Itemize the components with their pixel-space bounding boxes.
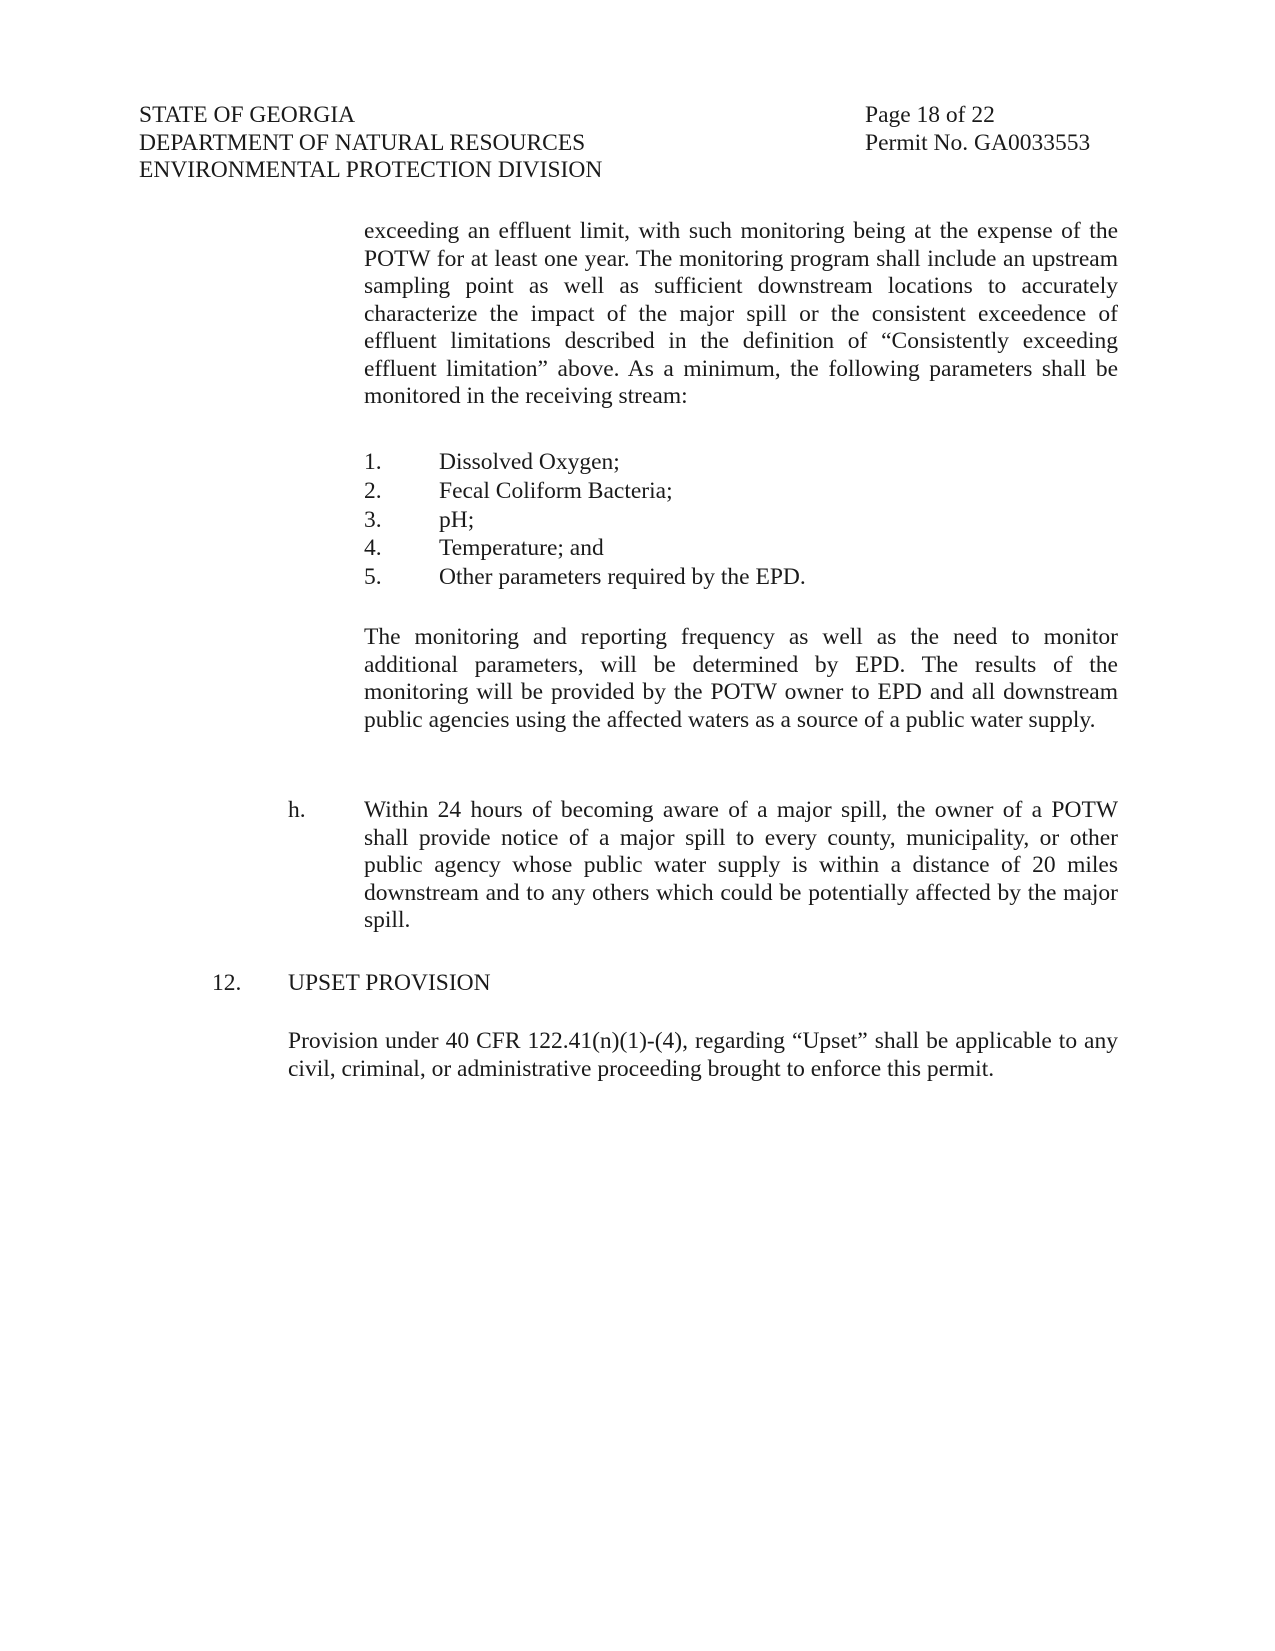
list-item-text: Temperature; and (439, 535, 604, 562)
page-info-header (865, 102, 1165, 157)
list-item-text: Dissolved Oxygen; (439, 449, 620, 475)
list-item (364, 478, 1118, 507)
agency-line-state: STATE OF GEORGIA (139, 102, 356, 128)
parameter-list (364, 449, 1118, 593)
section-title: UPSET PROVISION (288, 970, 491, 996)
agency-header (139, 102, 699, 185)
list-item (364, 507, 1118, 536)
list-item-number: 5. (364, 564, 382, 591)
permit-number: Permit No. GA0033553 (865, 129, 1091, 156)
list-item-text: pH; (439, 506, 475, 533)
agency-line-division: ENVIRONMENTAL PROTECTION DIVISION (139, 157, 603, 183)
list-item (364, 449, 1118, 478)
list-item-number: 4. (364, 535, 382, 562)
section-number: 12. (212, 970, 242, 996)
item-h-label: h. (288, 797, 306, 823)
list-item (364, 535, 1118, 564)
page-number: Page 18 of 22 (865, 102, 995, 128)
list-item-text: Fecal Coliform Bacteria; (439, 477, 673, 504)
list-item-number: 3. (364, 506, 382, 533)
list-item-number: 2. (364, 477, 382, 504)
monitoring-paragraph: The monitoring and reporting frequency as well as the need to monitor additional parameters, will be determined by EPD. The results of the monitoring will be provided by the POTW owner to EPD and all downstream public agencies using the affected waters as a source of a public water supply. (364, 624, 1118, 733)
list-item-number: 1. (364, 449, 382, 475)
list-item-text: Other parameters required by the EPD. (439, 564, 806, 591)
agency-line-department: DEPARTMENT OF NATURAL RESOURCES (139, 129, 586, 156)
continuation-paragraph: exceeding an effluent limit, with such monitoring being at the expense of the POTW for at least one year. The monitoring program shall include an upstream sampling point as well as sufficient downstream locations to accurately characterize the impact of the major spill or the consistent exceedence of effluent limitations described in the definition of “Consistently exceeding effluent limitation” above. As a minimum, the following parameters shall be monitored in the receiving stream: (364, 218, 1118, 409)
upset-provision-paragraph: Provision under 40 CFR 122.41(n)(1)-(4), regarding “Upset” shall be applicable to any civil, criminal, or administrative proceeding brought to enforce this permit. (288, 1028, 1118, 1082)
item-h-paragraph: Within 24 hours of becoming aware of a major spill, the owner of a POTW shall provide notice of a major spill to every county, municipality, or other public agency whose public water supply is within a distance of 20 miles downstream and to any others which could be potentially affected by the major spill. (364, 797, 1118, 933)
list-item (364, 564, 1118, 593)
